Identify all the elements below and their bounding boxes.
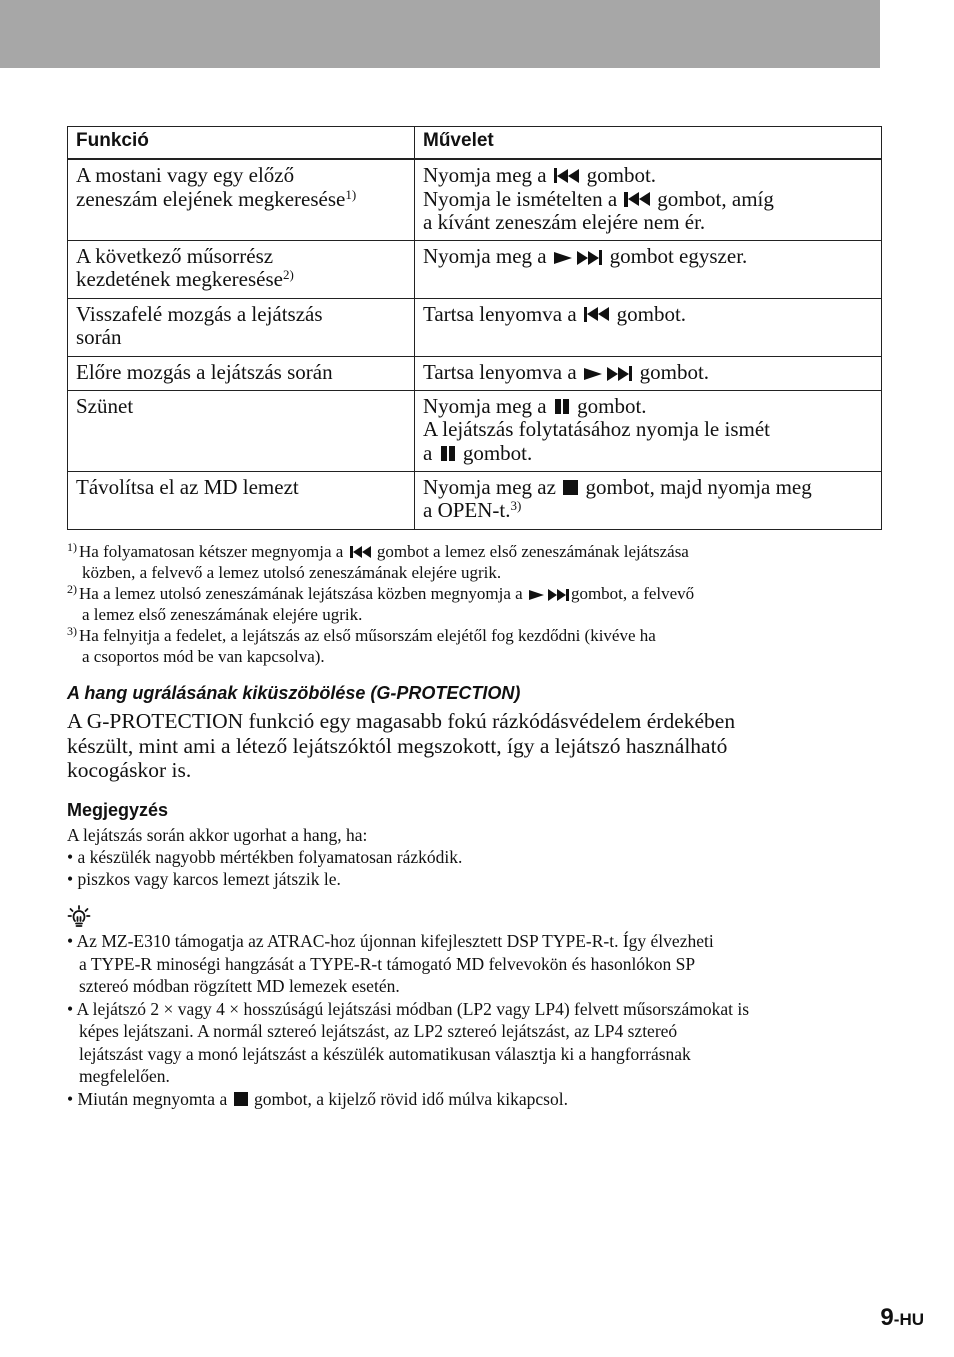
fast-forward-icon (584, 366, 633, 382)
section-body: A G-PROTECTION funkció egy magasabb fokú rázkódásvédelem érdekében készült, mint ami a létező lejátszóktól megszokott, így a lejátszó használható kocogáskor is. (67, 709, 736, 782)
operation-cell: Nyomja meg a gombot. A lejátszás folytatásához nyomja le ismét a gombot. (415, 390, 882, 471)
tip-list (67, 930, 887, 1110)
header-band (0, 0, 880, 68)
column-header-operation: Művelet (415, 127, 882, 160)
lightbulb-icon (67, 905, 91, 929)
column-header-function: Funkció (68, 127, 415, 160)
page-number: 9-HU (880, 1304, 924, 1331)
list-item: • Miután megnyomta a gombot, a kijelző rövid idő múlva kikapcsol. (67, 1088, 568, 1109)
note-list (67, 824, 887, 890)
function-cell: Távolítsa el az MD lemezt (68, 471, 415, 529)
list-item: • A lejátszó 2 × vagy 4 × hosszúságú lejátszási módban (LP2 vagy LP4) felvett műsorszámokat is képes lejátszani. A normál sztereó lejátszást, az LP2 sztereó lejátszást, az LP4 sztereó lejátszást vagy a monó lejátszást a készülék automatikusan választja ki a hangforrásnak megfelelően. (67, 998, 750, 1086)
previous-track-icon (554, 168, 580, 184)
function-table (67, 126, 882, 530)
operation-cell: Nyomja meg a gombot. Nyomja le ismételten a gombot, amíg a kívánt zeneszám elejére nem ér. (415, 159, 882, 240)
stop-icon (563, 479, 578, 495)
table-row (68, 298, 882, 356)
list-item: • Az MZ-E310 támogatja az ATRAC-hoz újonnan kifejlesztett DSP TYPE-R-t. Így élvezheti a TYPE-R minoségi hangzását a TYPE-R-t támogató MD felvevokön és hasonlókon SP sztereó módban rögzített MD lemezek esetén. (67, 931, 714, 996)
table-row (68, 356, 882, 390)
next-track-icon (529, 589, 569, 602)
operation-cell: Nyomja meg az gombot, majd nyomja meg a OPEN-t.$^{3)}$ (415, 471, 882, 529)
table-row (68, 471, 882, 529)
footnote-ref: 3) (510, 498, 522, 513)
previous-track-icon (350, 546, 371, 559)
footnotes (67, 541, 897, 667)
footnote-2: $^{2)}$ Ha a lemez utolsó zeneszámának lejátszása közben megnyomja a gombot, a felvevő a lemez első zeneszámának elejére ugrik. (67, 582, 695, 624)
table-row (68, 159, 882, 240)
footnote-1: $^{1)}$ Ha folyamatosan kétszer megnyomja a gombot a lemez első zeneszámának lejátszása közben, a felvevő a lemez utolsó zeneszámának elejére ugrik. (67, 540, 689, 582)
pause-icon (440, 445, 456, 461)
operation-cell: Tartsa lenyomva a gombot. (415, 356, 882, 390)
footnote-ref: 1) (345, 186, 357, 202)
table-row (68, 390, 882, 471)
function-cell: A következő műsorrész kezdetének megkeresése$^{2)}$ (68, 240, 415, 298)
next-track-icon (554, 250, 603, 266)
function-cell: Visszafelé mozgás a lejátszás során (68, 298, 415, 356)
note-title: Megjegyzés (67, 800, 169, 820)
operation-cell: Nyomja meg a gombot egyszer. (415, 240, 882, 298)
operation-cell: Tartsa lenyomva a gombot. (415, 298, 882, 356)
stop-icon (234, 1092, 248, 1106)
note-intro: A lejátszás során akkor ugorhat a hang, ha: (67, 825, 368, 845)
list-item: • a készülék nagyobb mértékben folyamatosan rázkódik. (67, 847, 463, 867)
function-cell: Előre mozgás a lejátszás során (68, 356, 415, 390)
previous-track-icon (584, 306, 610, 322)
footnote-3: $^{3)}$ Ha felnyitja a fedelet, a lejátszás az első műsorszám elejétől fog kezdődni (kivéve ha a csoportos mód be van kapcsolva). (67, 624, 656, 666)
previous-track-icon (624, 191, 650, 207)
section-heading: A hang ugrálásának kiküszöbölése (G-PROTECTION) (67, 683, 521, 703)
function-cell: A mostani vagy egy előző zeneszám elejének megkeresése$^{1)}$ (68, 159, 415, 240)
function-cell: Szünet (68, 390, 415, 471)
table-header-row (68, 127, 882, 160)
list-item: • piszkos vagy karcos lemezt játszik le. (67, 869, 341, 889)
footnote-ref: 2) (282, 267, 294, 282)
pause-icon (554, 398, 570, 414)
table-row (68, 240, 882, 298)
